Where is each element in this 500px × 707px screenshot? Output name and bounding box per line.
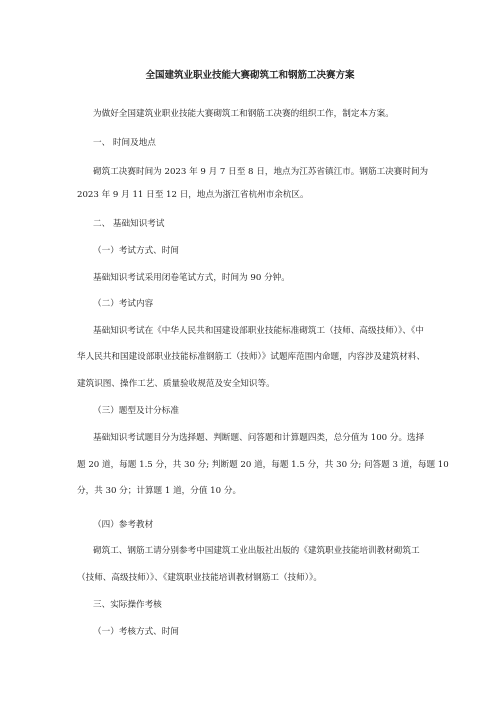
- document-title: 全国建筑业职业技能大赛砌筑工和钢筋工决赛方案: [145, 70, 355, 81]
- paragraph-line: 2023 年 9 月 11 日至 12 日，地点为浙江省杭州市余杭区。: [77, 190, 309, 200]
- paragraph-line: 砌筑工决赛时间为 2023 年 9 月 7 日至 8 日，地点为江苏省镇江市。钢筋工决赛时间为: [93, 167, 429, 177]
- paragraph-line: 建筑识图、操作工艺、质量验收规范及安全知识等。: [77, 379, 275, 389]
- section-heading-practical-exam: 三、实际操作考核: [93, 600, 162, 610]
- paragraph-line: 基础知识考试采用闭卷笔试方式，时间为 90 分钟。: [93, 273, 290, 283]
- paragraph-line: 砌筑工、钢筋工请分别参考中国建筑工业出版社出版的《建筑职业技能培训教材砌筑工: [93, 546, 420, 556]
- paragraph-line: 华人民共和国建设部职业技能标准钢筋工（技师）》试题库范围内命题，内容涉及建筑材料、: [77, 352, 426, 362]
- section-heading-time-location: 一、 时间及地点: [93, 138, 156, 148]
- paragraph-line: 基础知识考试在《中华人民共和国建设部职业技能标准砌筑工（技师、高级技师）》、《中: [93, 326, 424, 336]
- intro-paragraph: 为做好全国建筑业职业技能大赛砌筑工和钢筋工决赛的组织工作，制定本方案。: [93, 109, 394, 119]
- paragraph-line: 基础知识考试题目分为选择题、判断题、问答题和计算题四类，总分值为 100 分。选择: [93, 433, 425, 443]
- subsection-heading: （一）考核方式、时间: [93, 627, 179, 637]
- paragraph-line: 题 20 道，每题 1.5 分，共 30 分; 判断题 20 道，每题 1.5 分，共 30 分; 问答题 3 道，每题 10: [77, 460, 449, 470]
- section-heading-basic-knowledge: 二、 基础知识考试: [93, 219, 165, 229]
- paragraph-line: （技师、高级技师）》、《建筑职业技能培训教材钢筋工（技师）》。: [77, 573, 322, 583]
- subsection-heading: （四）参考教材: [93, 520, 154, 530]
- paragraph-line: 分，共 30 分；计算题 1 道，分值 10 分。: [77, 486, 242, 496]
- subsection-heading: （一）考试方式、时间: [93, 246, 179, 256]
- subsection-heading: （三）题型及计分标准: [93, 406, 179, 416]
- subsection-heading: （二）考试内容: [93, 299, 154, 309]
